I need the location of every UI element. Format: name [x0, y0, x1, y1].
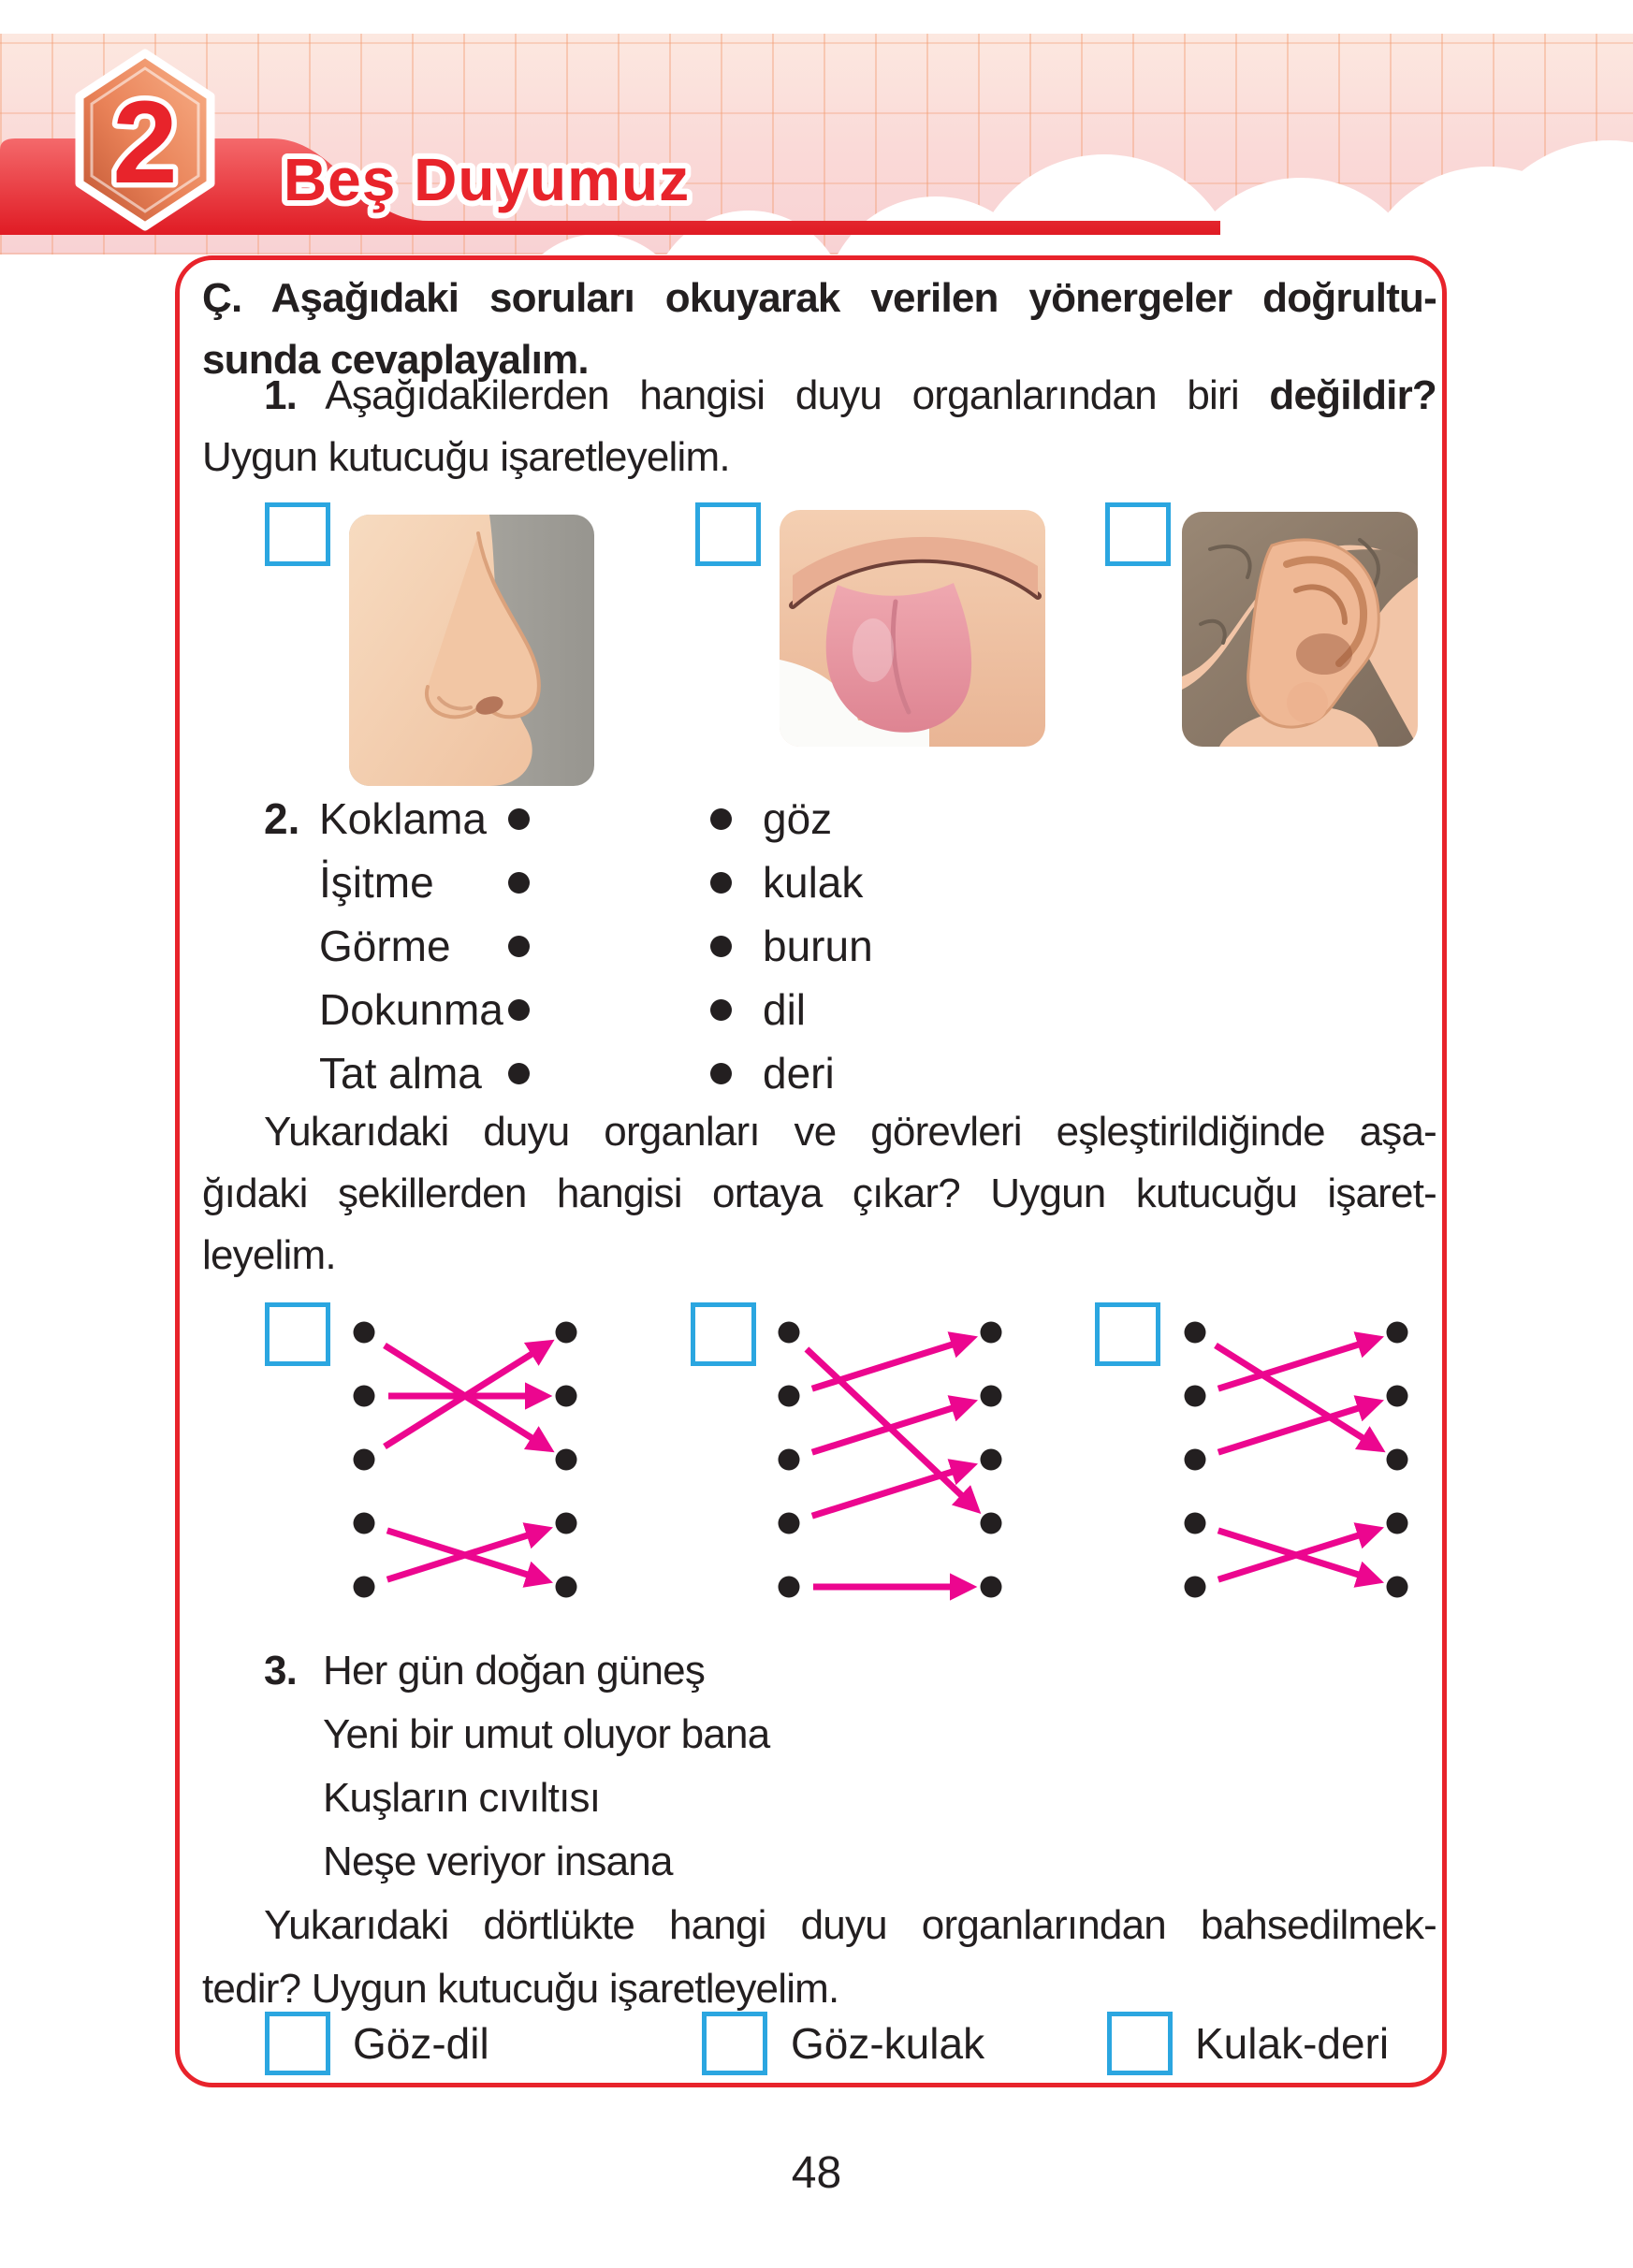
intro-line-1: Ç. Aşağıdaki soruları okuyarak verilen yönergeler doğrultu-	[202, 275, 1436, 321]
checkbox-option-goz-kulak[interactable]	[702, 2012, 767, 2075]
match-dot-right[interactable]	[710, 936, 732, 957]
organ-label: kulak	[763, 858, 864, 907]
matching-diagram-3	[1184, 1309, 1408, 1610]
question-3-para-line-1: Yukarıdaki dörtlükte hangi duyu organlarından bahsedilmek-	[264, 1902, 1436, 1948]
exercise-box	[175, 255, 1447, 2087]
sense-label: Tat alma	[319, 1049, 482, 1098]
sense-label: İşitme	[319, 858, 434, 907]
checkbox-nose[interactable]	[265, 502, 330, 566]
match-row	[180, 787, 1442, 850]
question-1-line-2: Uygun kutucuğu işaretleyelim.	[202, 434, 730, 480]
organ-label: burun	[763, 922, 873, 970]
checkbox-diagram-1[interactable]	[265, 1302, 330, 1366]
organ-label: göz	[763, 794, 833, 843]
unit-title	[281, 133, 693, 236]
page-header	[0, 34, 1633, 254]
poem-line-2: Yeni bir umut oluyor bana	[323, 1711, 770, 1757]
tongue-photo	[780, 510, 1045, 747]
match-dot-right[interactable]	[710, 999, 732, 1021]
sense-label: Dokunma	[319, 985, 503, 1034]
match-dot-right[interactable]	[710, 808, 732, 830]
match-dot-right[interactable]	[710, 1063, 732, 1084]
unit-number-badge	[75, 49, 215, 231]
question-3-number: 3.	[264, 1648, 298, 1694]
match-dot-left[interactable]	[508, 808, 530, 830]
unit-title-text: Beş Duyumuz	[283, 146, 691, 213]
page-number: 48	[791, 2148, 842, 2198]
match-dot-left[interactable]	[508, 872, 530, 894]
unit-banner-ribbon	[0, 34, 1633, 254]
poem-line-1	[202, 1639, 1436, 1703]
checkbox-ear[interactable]	[1105, 502, 1171, 566]
checkbox-diagram-3[interactable]	[1095, 1302, 1160, 1366]
matching-diagram-1	[353, 1309, 577, 1610]
poem-text: Her gün doğan güneş	[323, 1648, 706, 1694]
checkbox-option-goz-dil[interactable]	[265, 2012, 330, 2075]
question-1	[202, 365, 1436, 488]
question-2-paragraph	[202, 1101, 1436, 1287]
match-row	[180, 914, 1442, 978]
checkbox-diagram-2[interactable]	[691, 1302, 756, 1366]
match-dot-left[interactable]	[508, 936, 530, 957]
question-1-bold-word: değildir?	[1269, 372, 1436, 418]
match-row	[180, 978, 1442, 1041]
matching-diagram-2	[778, 1309, 1002, 1610]
option-label-goz-dil: Göz-dil	[353, 2019, 489, 2068]
option-label-kulak-deri: Kulak-deri	[1195, 2019, 1390, 2068]
option-label-goz-kulak: Göz-kulak	[791, 2019, 985, 2068]
question-2-para-line-1: Yukarıdaki duyu organları ve görevleri eşleştirildiğinde aşa-	[264, 1109, 1436, 1155]
question-1-text: Aşağıdakilerden hangisi duyu organlarından biri	[297, 372, 1270, 418]
match-dot-right[interactable]	[710, 872, 732, 894]
question-3	[202, 1639, 1436, 2021]
question-2-para-line-2: ğıdaki şekillerden hangisi ortaya çıkar? Uygun kutucuğu işaret-	[202, 1170, 1436, 1216]
organ-label: deri	[763, 1049, 835, 1098]
question-1-line-1	[202, 365, 1436, 427]
checkbox-option-kulak-deri[interactable]	[1107, 2012, 1173, 2075]
checkbox-tongue[interactable]	[695, 502, 761, 566]
question-1-number: 1.	[264, 372, 298, 418]
match-row	[180, 850, 1442, 914]
unit-number: 2	[112, 78, 178, 208]
match-dot-left[interactable]	[508, 1063, 530, 1084]
question-3-para-line-2: tedir? Uygun kutucuğu işaretleyelim.	[202, 1966, 839, 2012]
match-row	[180, 1041, 1442, 1105]
question-2-para-line-3: leyelim.	[202, 1232, 336, 1278]
question-2-number: 2.	[264, 794, 300, 843]
poem-line-3: Kuşların cıvıltısı	[323, 1775, 601, 1821]
sense-label: Görme	[319, 922, 451, 970]
intro-line-2: sunda cevaplayalım.	[202, 337, 589, 383]
organ-label: dil	[763, 985, 807, 1034]
poem-line-4: Neşe veriyor insana	[323, 1839, 673, 1884]
nose-photo	[349, 515, 594, 786]
sense-label: Koklama	[319, 794, 487, 843]
match-dot-left[interactable]	[508, 999, 530, 1021]
ear-photo	[1182, 512, 1418, 747]
